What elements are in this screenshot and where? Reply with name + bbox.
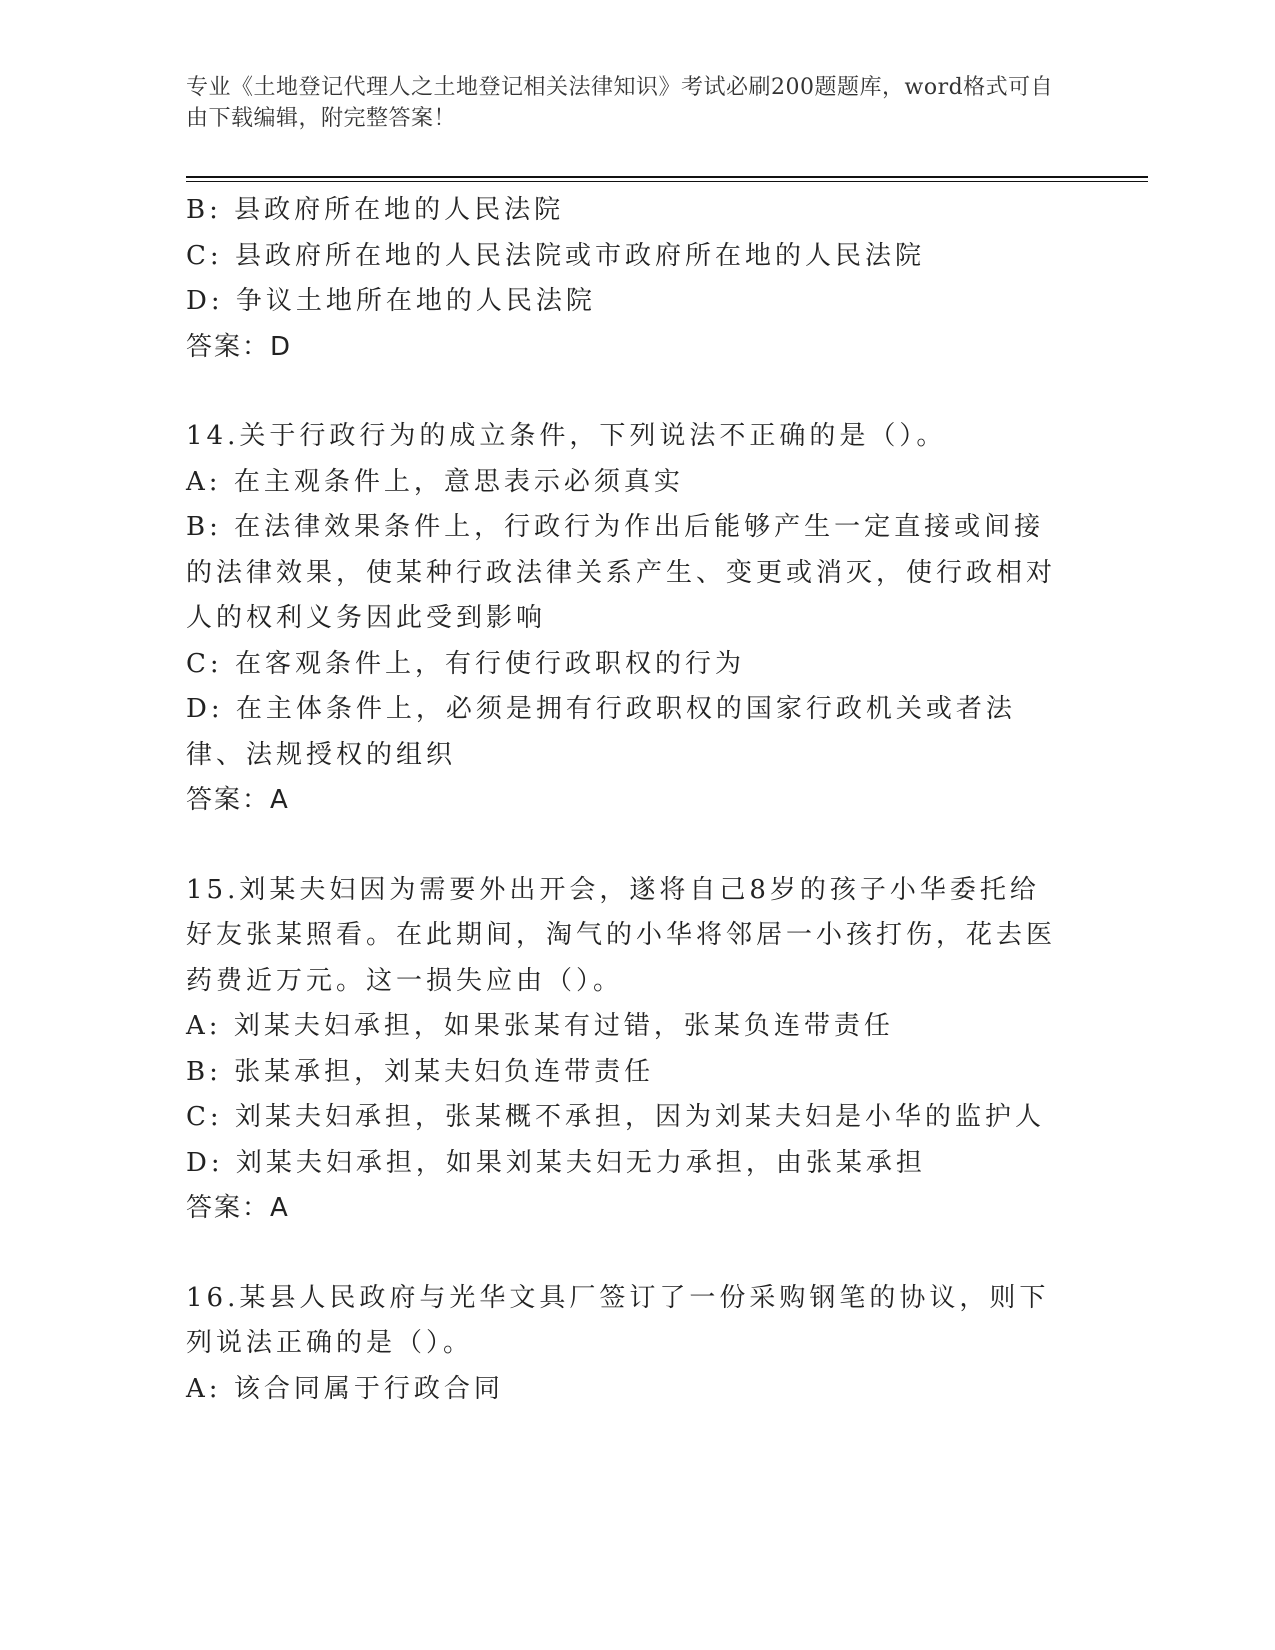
option-c: C : 县政府所在地的人民法院或市政府所在地的人民法院 — [186, 234, 1066, 280]
spacer — [186, 370, 1066, 414]
answer-line: 答案：D — [186, 331, 295, 362]
answer-line: 答案：A — [186, 1193, 292, 1223]
spacer — [186, 1232, 1066, 1276]
question-content — [186, 188, 1066, 1412]
option-a: A : 刘某夫妇承担，如果张某有过错，张某负连带责任 — [186, 1004, 1066, 1050]
question-16 — [186, 1276, 1066, 1413]
question-15 — [186, 868, 1066, 1232]
question-stem: 16 . 某县人民政府与光华文具厂签订了一份采购钢笔的协议，则下列说法正确的是（）。 — [186, 1276, 1066, 1367]
option-b: B : 张某承担，刘某夫妇负连带责任 — [186, 1050, 1066, 1096]
header-rule-thin — [186, 181, 1148, 182]
question-14 — [186, 414, 1066, 824]
question-stem: 14 . 关于行政行为的成立条件，下列说法不正确的是（）。 — [186, 414, 1066, 460]
option-a: A : 在主观条件上，意思表示必须真实 — [186, 460, 1066, 506]
header-rule-thick — [186, 176, 1148, 178]
option-a: A : 该合同属于行政合同 — [186, 1367, 1066, 1413]
prev-question-block — [186, 188, 1066, 370]
answer-line: 答案：A — [186, 785, 292, 815]
option-b: B : 在法律效果条件上，行政行为作出后能够产生一定直接或间接的法律效果，使某种行政法律关系产生、变更或消灭，使行政相对人的权利义务因此受到影响 — [186, 505, 1066, 642]
spacer — [186, 824, 1066, 868]
option-d: D : 在主体条件上，必须是拥有行政职权的国家行政机关或者法律、法规授权的组织 — [186, 687, 1066, 778]
option-d: D : 刘某夫妇承担，如果刘某夫妇无力承担，由张某承担 — [186, 1141, 1066, 1187]
question-stem: 15 . 刘某夫妇因为需要外出开会，遂将自己8岁的孩子小华委托给好友张某照看。在此期间，淘气的小华将邻居一小孩打伤，花去医药费近万元。这一损失应由（）。 — [186, 868, 1066, 1005]
option-c: C : 在客观条件上，有行使行政职权的行为 — [186, 642, 1066, 688]
option-d: D : 争议土地所在地的人民法院 — [186, 279, 1066, 325]
option-c: C : 刘某夫妇承担，张某概不承担，因为刘某夫妇是小华的监护人 — [186, 1095, 1066, 1141]
option-b: B : 县政府所在地的人民法院 — [186, 188, 1066, 234]
document-header: 专业《土地登记代理人之土地登记相关法律知识》考试必刷200题题库，word格式可自由下载编辑，附完整答案！ — [186, 75, 1054, 131]
